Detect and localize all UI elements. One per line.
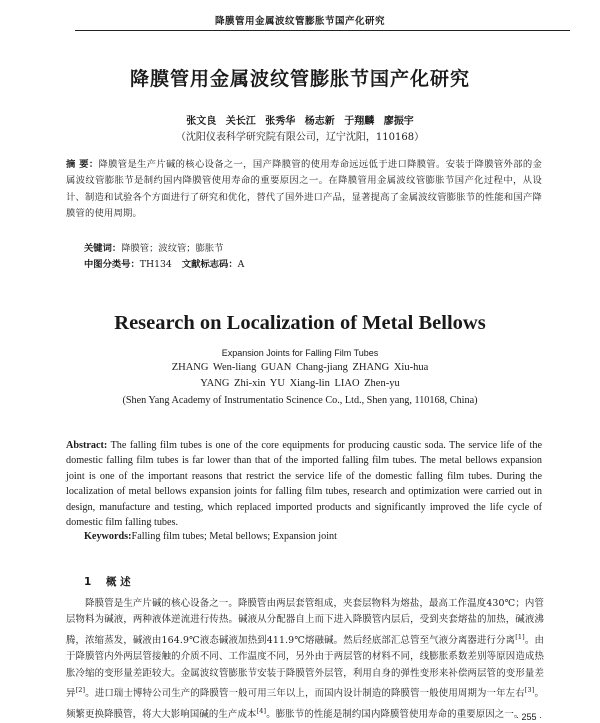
body-text-part: 。频繁更换降膜管，将大大影响国碱的生产成本 — [66, 688, 545, 720]
citation-ref: [3] — [524, 686, 535, 695]
doc-code-label: 文献标志码： — [181, 259, 238, 270]
chinese-keywords-text: 降膜管；波纹管；膨胀节 — [121, 243, 224, 254]
chinese-keywords-label: 关键词： — [84, 243, 122, 254]
citation-ref: [1] — [515, 632, 525, 641]
english-affiliation: (Shen Yang Academy of Instrumentatio Scinence Co., Ltd., Shen yang, 110168, China) — [122, 395, 478, 406]
running-header: 降膜管用金属波纹管膨胀节国产化研究 — [214, 16, 385, 27]
body-text-part: 。膨胀节的性能是制约国内降膜管使用寿命的重要原因之一。 — [266, 708, 524, 720]
classification-code: TH134 — [139, 259, 172, 270]
body-text-part: 。由于降膜管内外两层管接触的介质不同、工作温度不同，另外由于两层管的材料不同，线膨胀系数差别等原因造成热胀冷缩的变形量差距较大。金属波纹管膨胀节安装于降膜管外层管，利用自身的弹性变形来补偿两层管的变形量差异 — [66, 634, 544, 700]
classification-label: 中图分类号： — [84, 259, 140, 270]
english-abstract-label: Abstract: — [66, 440, 108, 451]
chinese-abstract-label: 摘 要： — [66, 159, 99, 170]
english-authors-line1: ZHANG Wen-liang GUAN Chang-jiang ZHANG Xiu-hua — [171, 362, 429, 373]
page-number: · 255 · — [515, 712, 542, 722]
chinese-abstract — [66, 157, 542, 222]
classification-line — [84, 256, 244, 270]
citation-ref: [4] — [256, 706, 267, 715]
english-title: Research on Localization of Metal Bellows — [114, 312, 486, 334]
section-heading — [84, 574, 131, 589]
english-subtitle: Expansion Joints for Falling Film Tubes — [221, 348, 379, 358]
chinese-keywords — [84, 240, 223, 254]
body-text-part: 。进口瑞士博特公司生产的降膜管一般可用三年以上，而国内设计制造的降膜管一般使用周期为一年左右 — [85, 688, 525, 700]
english-authors-line2: YANG Zhi-xin YU Xiang-lin LIAO Zhen-yu — [200, 378, 400, 389]
chinese-authors: 张文良 关长江 张秀华 杨志新 于翔麟 廖振宇 — [186, 116, 414, 127]
body-text-part: 降膜管是生产片碱的核心设备之一。降膜管由两层套管组成，夹套层物料为熔盐，最高工作温度430℃；内管层物料为碱液，两种液体逆流进行传热。碱液从分配器自上而下进入降膜管内层后，受到夹套熔盐的加热，碱液沸腾，浓缩蒸发，碱液由164.9℃液态碱液加热到411.9℃熔融碱。然后经底部汇总管至气液分离器进行分离 — [66, 598, 544, 646]
chinese-abstract-text: 降膜管是生产片碱的核心设备之一，国产降膜管的使用寿命远远低于进口降膜管。安装于降膜管外部的金属波纹管膨胀节是制约国内降膜管使用寿命的重要原因之一。在降膜管用金属波纹管膨胀节国产化过程中，从设计、制造和试验各个方面进行了研究和优化，替代了国外进口产品，显著提高了金属波纹管膨胀节的性能和国产降膜管的使用周期。 — [66, 159, 542, 219]
header-rule — [75, 30, 570, 31]
english-keywords — [84, 531, 337, 542]
section-title: 概 述 — [106, 576, 131, 588]
body-paragraph — [66, 596, 544, 723]
english-abstract-text: The falling film tubes is one of the core equipments for producing caustic soda. The service life of the domestic falling film tubes is far lower than that of the imported falling film tubes. The metal bellows expansion joint is one of the important reasons that restrict the service life of the domestic falling film tubes. During the localization of metal bellows expansion joints for falling film tubes, research and optimization were carried out in design, manufacture and testing, which replaced imported products and significantly improved the life cycle of domestic film falling tubes. — [66, 440, 542, 529]
citation-ref: [2] — [75, 686, 86, 695]
doc-code: A — [237, 259, 245, 270]
english-keywords-text: Falling film tubes; Metal bellows; Expansion joint — [131, 531, 337, 542]
chinese-affiliation: （沈阳仪表科学研究院有限公司，辽宁沈阳，110168） — [175, 132, 425, 143]
english-keywords-label: Keywords: — [84, 531, 132, 542]
section-number: 1 — [84, 576, 92, 588]
english-abstract — [66, 438, 542, 530]
chinese-title: 降膜管用金属波纹管膨胀节国产化研究 — [129, 68, 470, 90]
